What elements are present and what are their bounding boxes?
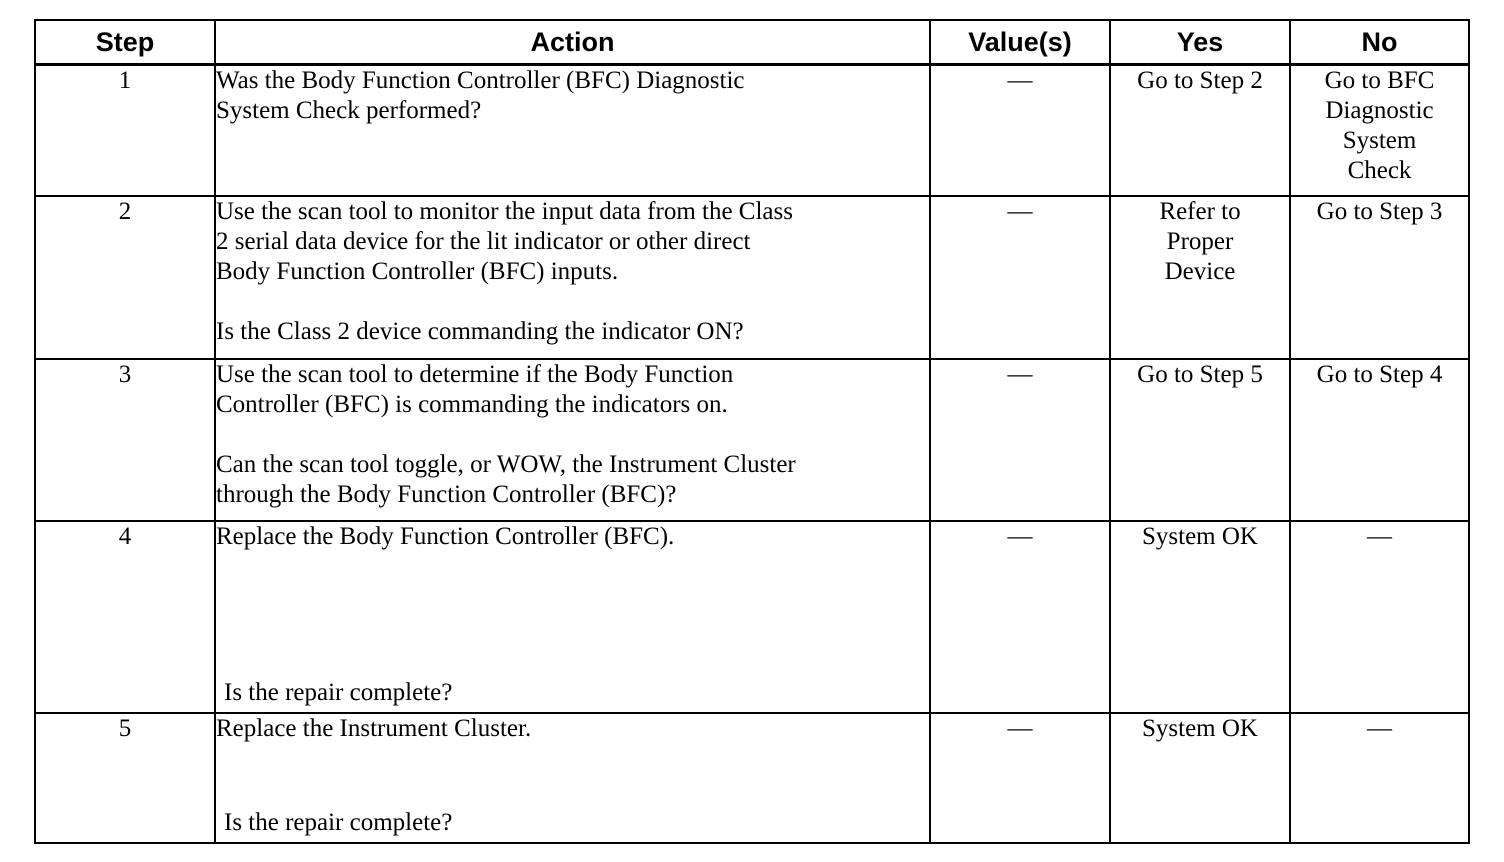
header-no: No	[1290, 20, 1469, 65]
action-text: Body Function Controller (BFC) inputs.	[216, 257, 619, 285]
no-cell	[1290, 521, 1469, 713]
question-text: Is the repair complete?	[224, 808, 453, 836]
table-row	[35, 713, 1469, 843]
yes-text: System OK	[1142, 714, 1258, 742]
no-text: Check	[1347, 157, 1412, 184]
yes-text: Device	[1164, 257, 1236, 285]
header-row	[35, 20, 1469, 65]
no-cell	[1290, 196, 1469, 359]
action-cell	[215, 196, 930, 359]
no-text: Go to Step 3	[1316, 197, 1443, 225]
value-cell: —	[930, 65, 1110, 196]
action-text: Was the Body Function Controller (BFC) Diagnostic	[216, 67, 745, 94]
action-text: Controller (BFC) is commanding the indicators on.	[216, 390, 728, 418]
yes-cell	[1110, 196, 1290, 359]
no-text: —	[1367, 522, 1392, 550]
header-action: Action	[215, 20, 930, 65]
value-cell: —	[930, 521, 1110, 713]
question-text: Is the Class 2 device commanding the indicator ON?	[216, 317, 744, 345]
header-values: Value(s)	[930, 20, 1110, 65]
value-cell: —	[930, 359, 1110, 521]
table-row	[35, 521, 1469, 713]
step-number: 1	[35, 65, 215, 196]
action-cell	[215, 359, 930, 521]
yes-cell	[1110, 65, 1290, 196]
diagnostic-table	[34, 19, 1470, 844]
yes-cell	[1110, 521, 1290, 713]
step-number: 4	[35, 521, 215, 713]
action-text: Use the scan tool to determine if the Body Function	[216, 360, 734, 388]
action-text: Use the scan tool to monitor the input data from the Class	[216, 197, 793, 225]
no-text: System	[1342, 127, 1417, 154]
step-number: 2	[35, 196, 215, 359]
no-text: —	[1367, 714, 1392, 742]
action-cell	[215, 65, 930, 196]
yes-text: Proper	[1166, 227, 1234, 255]
step-number: 3	[35, 359, 215, 521]
yes-text: Go to Step 2	[1137, 67, 1263, 94]
no-cell	[1290, 359, 1469, 521]
yes-text: Refer to	[1159, 197, 1241, 225]
action-text: Replace the Instrument Cluster.	[216, 714, 532, 742]
question-text: Is the repair complete?	[224, 678, 453, 706]
yes-text: Go to Step 5	[1137, 360, 1263, 388]
no-cell	[1290, 65, 1469, 196]
yes-text: System OK	[1142, 522, 1258, 550]
value-cell: —	[930, 196, 1110, 359]
header-yes: Yes	[1110, 20, 1290, 65]
table-row	[35, 196, 1469, 359]
no-text: Go to Step 4	[1316, 360, 1443, 388]
action-text: 2 serial data device for the lit indicator or other direct	[216, 227, 751, 255]
table-row	[35, 65, 1469, 196]
step-number: 5	[35, 713, 215, 843]
question-text: Can the scan tool toggle, or WOW, the Instrument Cluster	[216, 450, 796, 478]
action-cell	[215, 713, 930, 843]
yes-cell	[1110, 713, 1290, 843]
action-text: System Check performed?	[216, 97, 482, 124]
yes-cell	[1110, 359, 1290, 521]
question-text: through the Body Function Controller (BFC)?	[216, 480, 677, 508]
header-step: Step	[35, 20, 215, 65]
value-cell: —	[930, 713, 1110, 843]
no-text: Diagnostic	[1325, 97, 1434, 124]
no-text: Go to BFC	[1324, 67, 1435, 94]
action-cell	[215, 521, 930, 713]
no-cell	[1290, 713, 1469, 843]
table-row	[35, 359, 1469, 521]
action-text: Replace the Body Function Controller (BFC).	[216, 522, 675, 550]
